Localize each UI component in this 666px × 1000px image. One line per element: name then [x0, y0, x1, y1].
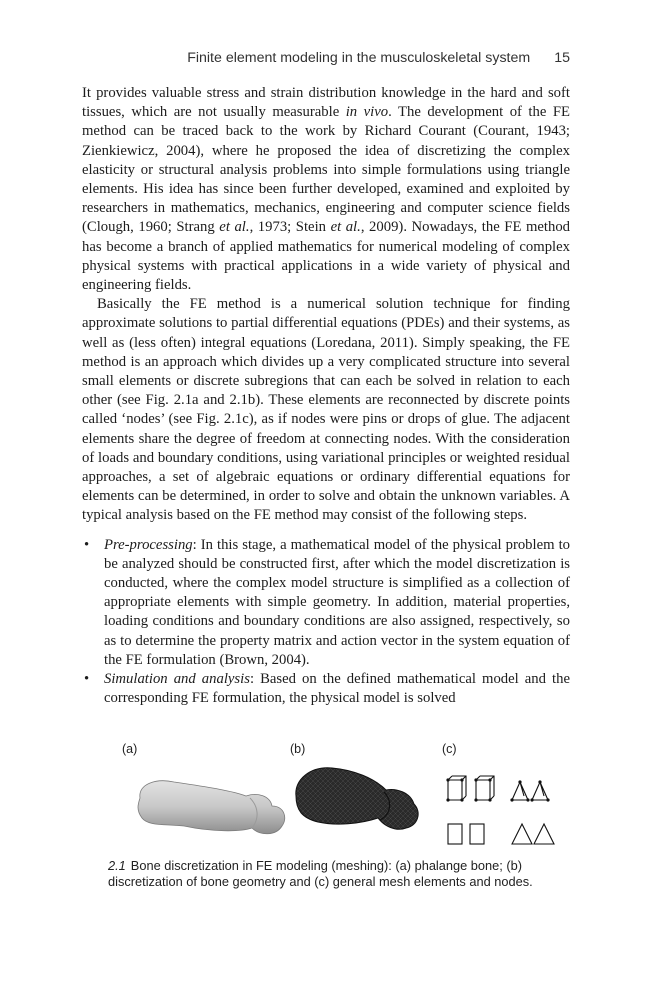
meshed-bone-image — [288, 756, 426, 838]
list-item-simulation: • Simulation and analysis: Based on the defined mathematical model and the corresponding FE formulation, the physical model is solved — [84, 671, 570, 707]
page-number: 15 — [554, 50, 570, 66]
running-title: Finite element modeling in the musculoskeletal system — [187, 50, 531, 66]
panel-label-c: (c) — [442, 742, 457, 756]
figure-caption — [108, 858, 570, 891]
body-text — [82, 84, 570, 709]
caption-number: 2.1 — [108, 858, 126, 873]
paragraph-1: It provides valuable stress and strain distribution knowledge in the hard and soft tissues, which are not usually measurable in vivo. The development of the FE method can be traced back to the work by Richard Courant (Courant, 1943; Zienkiewicz, 2004), where he proposed the idea of discretizing the complex elasticity or structural analysis problems into simple formulations using triangle elements. His idea has since been further developed, examined and exploited by researchers in mathematics, mechanics, engineering and computer science fields (Clough, 1960; Strang et al., 1973; Stein et al., 2009). Nowadays, the FE method has become a branch of applied mathematics for numerical modeling of complex physical systems with practical applications in a wide variety of physical and engineering fields. — [82, 85, 571, 294]
bullet-dot: • — [84, 671, 90, 688]
paragraph-2: Basically the FE method is a numerical solution technique for finding approximate solutions to partial differential equations (PDEs) and their systems, as well as (less often) integral equations (Loredana, 2011). Simply speaking, the FE method is an approach which divides up a very complicated structure into several small elements or discrete subregions that can each be solved in relation to each other (see Fig. 2.1a and 2.1b). These elements are reconnected by discrete points called ‘nodes’ (see Fig. 2.1c), as if nodes were pins or drops of glue. The adjacent elements share the degree of freedom at connecting nodes. With the consideration of loads and boundary conditions, using variational principles or weighted residual approaches, a set of algebraic equations or ordinary differential equations for elements can be determined, in order to solve and obtain the unknown variables. A typical analysis based on the FE method may consist of the following steps. — [82, 296, 570, 524]
bullet-dot: • — [84, 536, 90, 553]
panel-label-a: (a) — [122, 742, 138, 756]
mesh-elements-diagram — [442, 766, 568, 852]
list-item-pre-processing: • Pre-processing: In this stage, a mathematical model of the physical problem to be analyzed should be constructed first, after which the model discretization is conducted, where the complex model structure is simplified as a collection of appropriate elements with simple geometry. In addition, material properties, loading conditions and boundary conditions are also assigned, respectively, so as to determine the property matrix and action vector in the system equation of the FE formulation (Brown, 2004). — [84, 536, 570, 668]
figure-2-1 — [108, 742, 568, 852]
caption-text: Bone discretization in FE modeling (meshing): (a) phalange bone; (b) discretization of bone geometry and (c) general mesh elements and nodes. — [108, 858, 533, 890]
phalange-bone-image — [134, 766, 290, 844]
panel-label-b: (b) — [290, 742, 306, 756]
page-header — [82, 50, 570, 66]
steps-list — [82, 536, 570, 709]
